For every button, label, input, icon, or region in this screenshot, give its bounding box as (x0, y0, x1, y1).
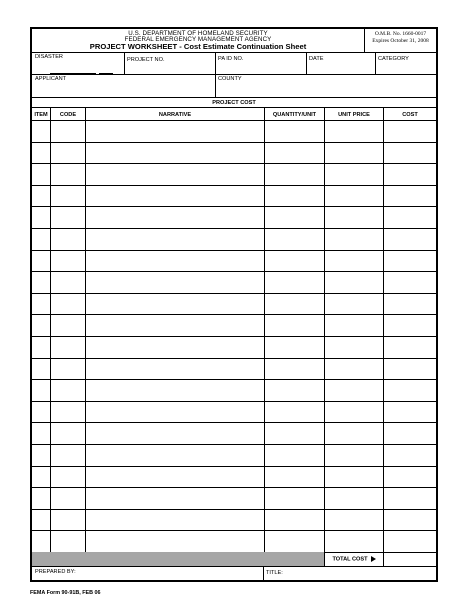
omb-box (364, 29, 436, 52)
omb-number: O.M.B. No. 1660-0017 (374, 31, 427, 37)
table-row[interactable] (32, 509, 436, 510)
table-row[interactable] (32, 250, 436, 251)
table-row[interactable] (32, 185, 436, 186)
project-worksheet-form (30, 27, 438, 582)
applicant-label: APPLICANT (35, 76, 67, 82)
section-title: PROJECT COST (212, 100, 256, 106)
disaster-label: DISASTER (35, 54, 63, 60)
table-row[interactable] (32, 142, 436, 143)
table-row[interactable] (32, 271, 436, 272)
omb-expires: Expires October 31, 2008 (372, 38, 429, 44)
pa-id-label: PA ID NO. (218, 56, 244, 62)
table-row[interactable] (32, 530, 436, 531)
form-number: FEMA Form 90-91B, FEB 06 (30, 590, 101, 596)
agency-line-1: U.S. DEPARTMENT OF HOMELAND SECURITY (128, 30, 268, 37)
table-row[interactable] (32, 466, 436, 467)
form-header (32, 29, 436, 53)
table-row[interactable] (32, 163, 436, 164)
col-unit-price: UNIT PRICE (338, 112, 370, 118)
table-row[interactable] (32, 422, 436, 423)
table-row[interactable] (32, 444, 436, 445)
col-code: CODE (59, 112, 77, 118)
table-row[interactable] (32, 336, 436, 337)
table-row[interactable] (32, 206, 436, 207)
category-label: CATEGORY (378, 56, 409, 62)
col-narrative: NARRATIVE (158, 112, 192, 118)
table-row[interactable] (32, 293, 436, 294)
form-title: PROJECT WORKSHEET - Cost Estimate Continuation Sheet (89, 42, 307, 52)
date-label: DATE (309, 56, 324, 62)
arrow-right-icon (371, 556, 376, 562)
table-row[interactable] (32, 358, 436, 359)
shaded-total-area (32, 552, 324, 566)
table-row[interactable] (32, 228, 436, 229)
table-row[interactable] (32, 379, 436, 380)
title-label: TITLE: (266, 570, 283, 576)
county-label: COUNTY (218, 76, 242, 82)
agency-line-2: FEDERAL EMERGENCY MANAGEMENT AGENCY (124, 36, 272, 44)
table-row[interactable] (32, 487, 436, 488)
total-cost-label: TOTAL COST (325, 556, 383, 562)
table-row[interactable] (32, 401, 436, 402)
table-row[interactable] (32, 314, 436, 315)
prepared-by-label: PREPARED BY: (35, 569, 76, 575)
col-item: ITEM (34, 112, 48, 118)
project-no-label: PROJECT NO. (127, 57, 165, 63)
col-quantity-unit: QUANTITY/UNIT (272, 112, 317, 118)
col-cost: COST (402, 112, 418, 118)
